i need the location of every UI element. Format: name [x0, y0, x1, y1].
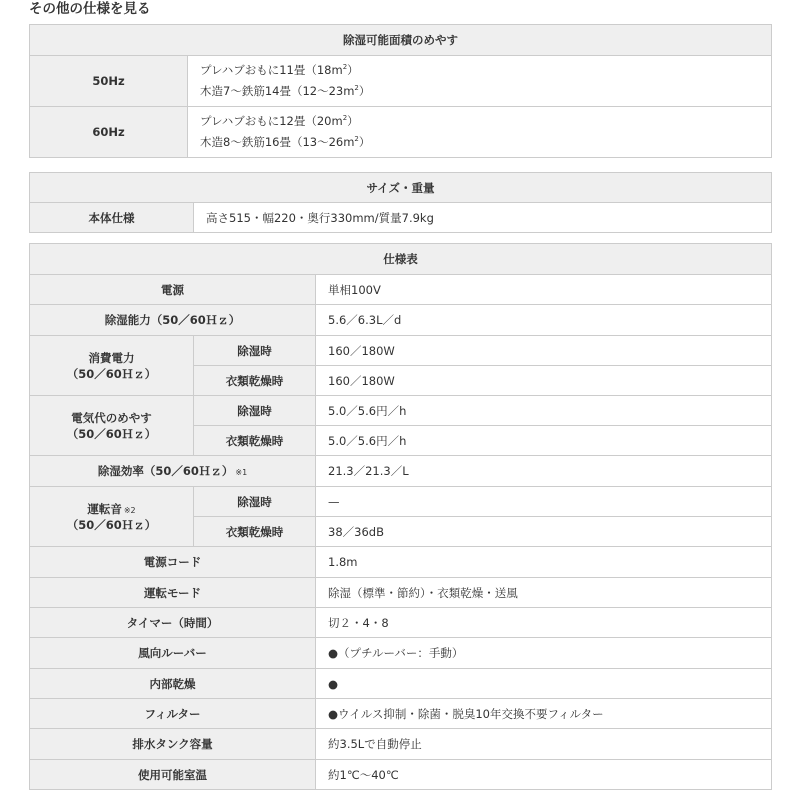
mode-value: 除湿（標準・節約）・衣類乾燥・送風	[316, 578, 772, 608]
noise-dry-label: 衣類乾燥時	[194, 517, 316, 547]
noise-note: ※2	[123, 505, 136, 515]
filter-label: フィルター	[30, 699, 316, 729]
temp-label: 使用可能室温	[30, 760, 316, 790]
spec-table	[29, 243, 772, 790]
cost-dry-label: 衣類乾燥時	[194, 426, 316, 456]
cord-value: 1.8m	[316, 547, 772, 578]
internal-dry-value: ●	[316, 669, 772, 699]
noise-label: 運転音 ※2 （50／60Ｈｚ）	[30, 487, 194, 547]
dehumidify-area-header: 除湿可能面積のめやす	[30, 25, 772, 56]
internal-dry-label: 内部乾燥	[30, 669, 316, 699]
temp-value: 約1℃〜40℃	[316, 760, 772, 790]
dehumidify-area-table	[29, 24, 772, 158]
cost-dehum-value: 5.0／5.6円／h	[316, 396, 772, 426]
power-source-value: 単相100V	[316, 275, 772, 305]
efficiency-label: 除湿効率（50／60Ｈｚ） ※1	[30, 456, 316, 487]
size-weight-table	[29, 172, 772, 233]
louver-label: 風向ルーバー	[30, 638, 316, 669]
consumption-dehum-label: 除湿時	[194, 336, 316, 366]
timer-value: 切２・4・8	[316, 608, 772, 638]
filter-value: ●ウイルス抑制・除菌・脱臭10年交換不要フィルター	[316, 699, 772, 729]
page-title: その他の仕様を見る	[29, 1, 151, 17]
electricity-cost-label: 電気代のめやす （50／60Ｈｚ）	[30, 396, 194, 456]
body-spec-label: 本体仕様	[30, 203, 194, 233]
noise-dehum-label: 除湿時	[194, 487, 316, 517]
timer-label: タイマー（時間）	[30, 608, 316, 638]
area-value-60hz: プレハブおもに12畳$(20m^2)$ 木造8〜鉄筋16畳（13〜$26m^2$）	[188, 107, 772, 158]
body-spec-value: 高さ515・幅220・奥行330mm/質量7.9kg	[194, 203, 772, 233]
size-weight-header: サイズ・重量	[30, 173, 772, 203]
cost-dry-value: 5.0／5.6円／h	[316, 426, 772, 456]
noise-dehum-value: —	[316, 487, 772, 517]
spec-header: 仕様表	[30, 244, 772, 275]
consumption-dry-value: 160／180W	[316, 366, 772, 396]
power-source-label: 電源	[30, 275, 316, 305]
area-value-50hz: プレハブおもに11畳$(18m^2)$ 木造7〜鉄筋14畳（12〜$23m^2$）	[188, 56, 772, 107]
capacity-label: 除湿能力（50／60Ｈｚ）	[30, 305, 316, 336]
mode-label: 運転モード	[30, 578, 316, 608]
cost-dehum-label: 除湿時	[194, 396, 316, 426]
row-label-50hz: 50Hz	[30, 56, 188, 107]
consumption-dehum-value: 160／180W	[316, 336, 772, 366]
consumption-label: 消費電力 （50／60Ｈｚ）	[30, 336, 194, 396]
capacity-value: 5.6／6.3L／d	[316, 305, 772, 336]
noise-dry-value: 38／36dB	[316, 517, 772, 547]
consumption-dry-label: 衣類乾燥時	[194, 366, 316, 396]
cord-label: 電源コード	[30, 547, 316, 578]
tank-label: 排水タンク容量	[30, 729, 316, 760]
efficiency-value: 21.3／21.3／L	[316, 456, 772, 487]
efficiency-note: ※1	[235, 468, 248, 477]
tank-value: 約3.5Lで自動停止	[316, 729, 772, 760]
row-label-60hz: 60Hz	[30, 107, 188, 158]
louver-value: ●（プチルーバー：手動）	[316, 638, 772, 669]
